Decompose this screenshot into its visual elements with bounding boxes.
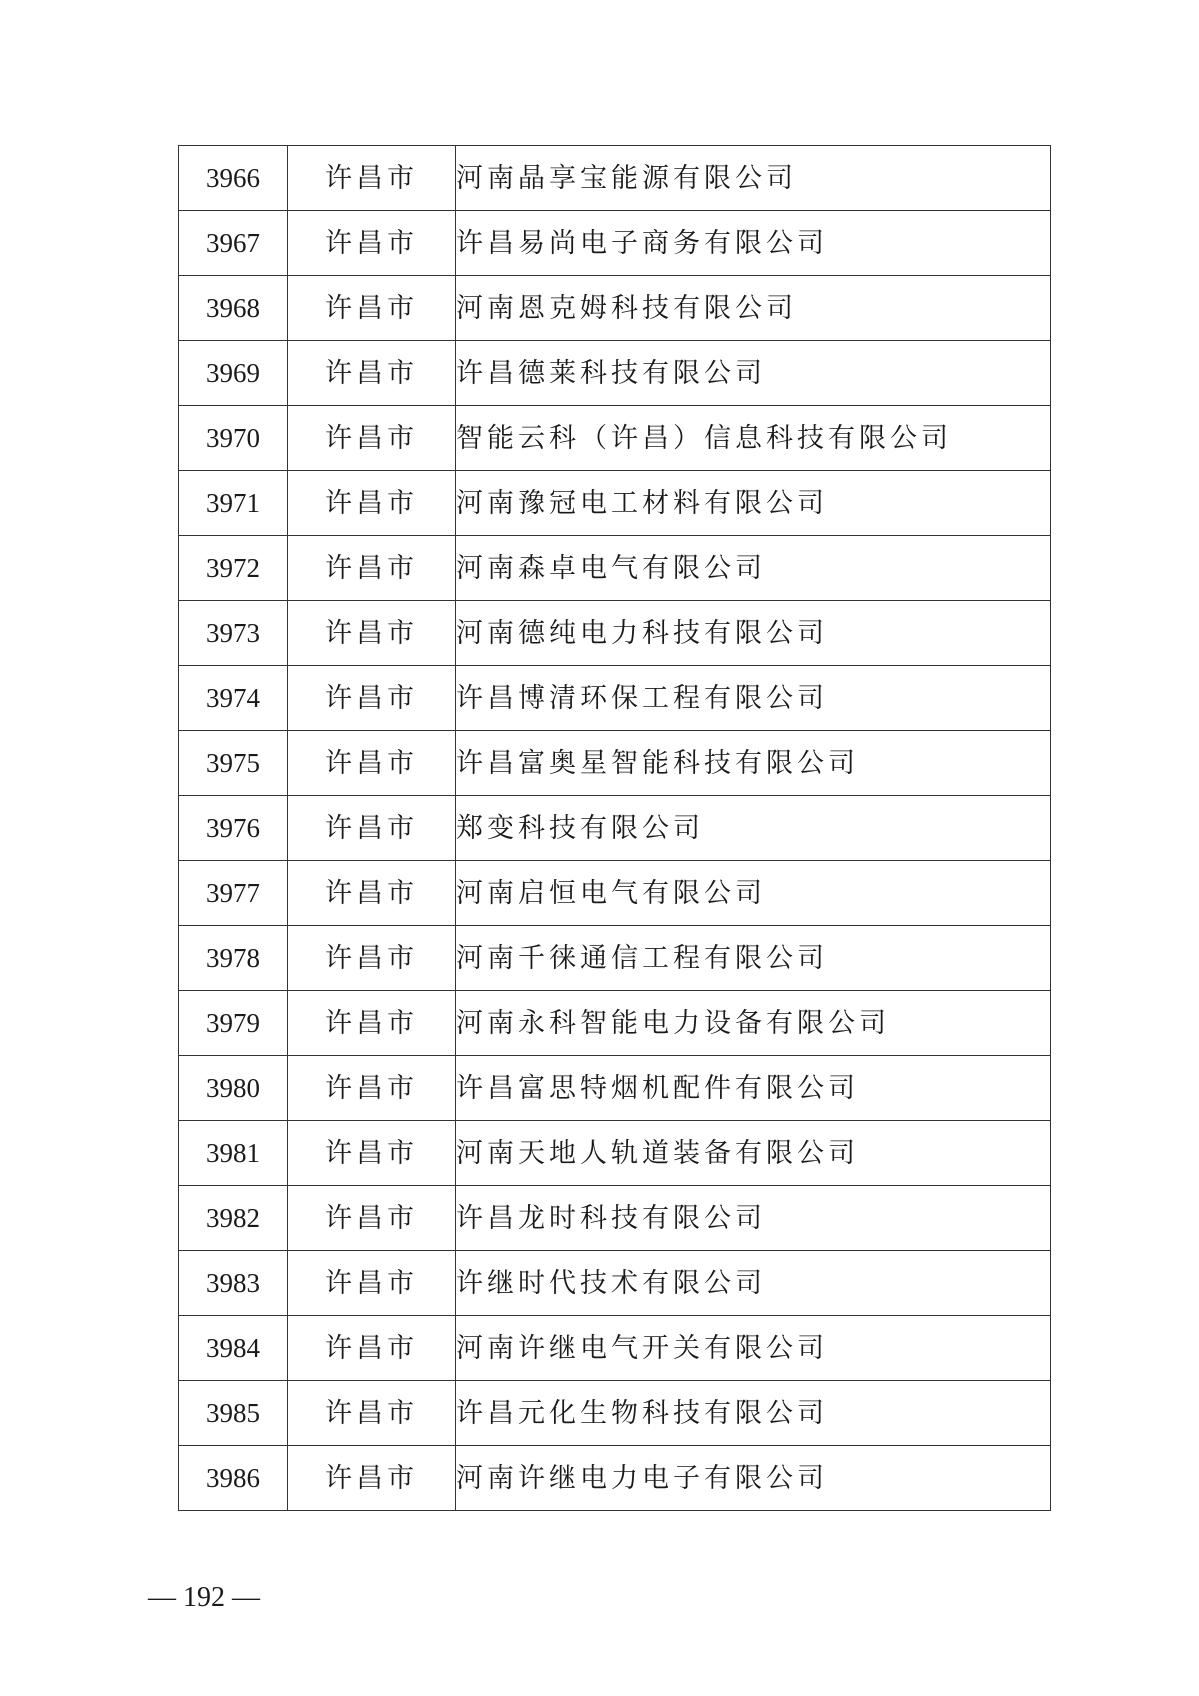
row-number-cell: 3978 xyxy=(179,926,288,991)
table-row xyxy=(179,991,1051,1056)
company-name-cell: 智能云科（许昌）信息科技有限公司 xyxy=(456,406,1051,471)
company-name-cell: 河南千徕通信工程有限公司 xyxy=(456,926,1051,991)
row-number-cell: 3976 xyxy=(179,796,288,861)
company-name-cell: 许继时代技术有限公司 xyxy=(456,1251,1051,1316)
table-row xyxy=(179,1251,1051,1316)
city-cell: 许昌市 xyxy=(288,991,456,1056)
city-cell: 许昌市 xyxy=(288,666,456,731)
city-cell: 许昌市 xyxy=(288,1121,456,1186)
table-row xyxy=(179,146,1051,211)
row-number-cell: 3986 xyxy=(179,1446,288,1511)
city-cell: 许昌市 xyxy=(288,1446,456,1511)
city-cell: 许昌市 xyxy=(288,146,456,211)
company-name-cell: 许昌易尚电子商务有限公司 xyxy=(456,211,1051,276)
table-row xyxy=(179,536,1051,601)
row-number-cell: 3967 xyxy=(179,211,288,276)
city-cell: 许昌市 xyxy=(288,406,456,471)
city-cell: 许昌市 xyxy=(288,341,456,406)
city-cell: 许昌市 xyxy=(288,1251,456,1316)
city-cell: 许昌市 xyxy=(288,926,456,991)
table-row xyxy=(179,731,1051,796)
row-number-cell: 3966 xyxy=(179,146,288,211)
row-number-cell: 3980 xyxy=(179,1056,288,1121)
row-number-cell: 3982 xyxy=(179,1186,288,1251)
company-name-cell: 河南森卓电气有限公司 xyxy=(456,536,1051,601)
company-name-cell: 许昌富奥星智能科技有限公司 xyxy=(456,731,1051,796)
city-cell: 许昌市 xyxy=(288,601,456,666)
row-number-cell: 3969 xyxy=(179,341,288,406)
table-row xyxy=(179,211,1051,276)
row-number-cell: 3973 xyxy=(179,601,288,666)
city-cell: 许昌市 xyxy=(288,471,456,536)
table-row xyxy=(179,1186,1051,1251)
city-cell: 许昌市 xyxy=(288,536,456,601)
company-name-cell: 许昌德莱科技有限公司 xyxy=(456,341,1051,406)
row-number-cell: 3984 xyxy=(179,1316,288,1381)
table-row xyxy=(179,861,1051,926)
city-cell: 许昌市 xyxy=(288,731,456,796)
city-cell: 许昌市 xyxy=(288,1316,456,1381)
row-number-cell: 3979 xyxy=(179,991,288,1056)
city-cell: 许昌市 xyxy=(288,861,456,926)
table-row xyxy=(179,796,1051,861)
company-name-cell: 许昌龙时科技有限公司 xyxy=(456,1186,1051,1251)
table-row xyxy=(179,1316,1051,1381)
company-name-cell: 河南永科智能电力设备有限公司 xyxy=(456,991,1051,1056)
company-name-cell: 河南天地人轨道装备有限公司 xyxy=(456,1121,1051,1186)
row-number-cell: 3972 xyxy=(179,536,288,601)
company-name-cell: 许昌富思特烟机配件有限公司 xyxy=(456,1056,1051,1121)
row-number-cell: 3983 xyxy=(179,1251,288,1316)
company-name-cell: 许昌元化生物科技有限公司 xyxy=(456,1381,1051,1446)
company-list-table xyxy=(178,145,1051,1511)
city-cell: 许昌市 xyxy=(288,211,456,276)
company-name-cell: 河南恩克姆科技有限公司 xyxy=(456,276,1051,341)
table-row xyxy=(179,341,1051,406)
company-name-cell: 河南晶享宝能源有限公司 xyxy=(456,146,1051,211)
company-name-cell: 郑变科技有限公司 xyxy=(456,796,1051,861)
row-number-cell: 3974 xyxy=(179,666,288,731)
company-name-cell: 河南许继电气开关有限公司 xyxy=(456,1316,1051,1381)
table-row xyxy=(179,926,1051,991)
company-name-cell: 河南德纯电力科技有限公司 xyxy=(456,601,1051,666)
city-cell: 许昌市 xyxy=(288,276,456,341)
city-cell: 许昌市 xyxy=(288,1056,456,1121)
table-row xyxy=(179,1446,1051,1511)
city-cell: 许昌市 xyxy=(288,796,456,861)
company-name-cell: 许昌博清环保工程有限公司 xyxy=(456,666,1051,731)
city-cell: 许昌市 xyxy=(288,1381,456,1446)
table-body xyxy=(179,146,1051,1511)
table-row xyxy=(179,1121,1051,1186)
table-row xyxy=(179,666,1051,731)
table-row xyxy=(179,471,1051,536)
row-number-cell: 3977 xyxy=(179,861,288,926)
table-row xyxy=(179,601,1051,666)
company-name-cell: 河南豫冠电工材料有限公司 xyxy=(456,471,1051,536)
company-name-cell: 河南许继电力电子有限公司 xyxy=(456,1446,1051,1511)
company-name-cell: 河南启恒电气有限公司 xyxy=(456,861,1051,926)
row-number-cell: 3975 xyxy=(179,731,288,796)
page-number: — 192 — xyxy=(148,1582,260,1613)
row-number-cell: 3981 xyxy=(179,1121,288,1186)
table-row xyxy=(179,1381,1051,1446)
row-number-cell: 3970 xyxy=(179,406,288,471)
row-number-cell: 3971 xyxy=(179,471,288,536)
table-row xyxy=(179,276,1051,341)
table-row xyxy=(179,1056,1051,1121)
row-number-cell: 3985 xyxy=(179,1381,288,1446)
city-cell: 许昌市 xyxy=(288,1186,456,1251)
row-number-cell: 3968 xyxy=(179,276,288,341)
table-row xyxy=(179,406,1051,471)
